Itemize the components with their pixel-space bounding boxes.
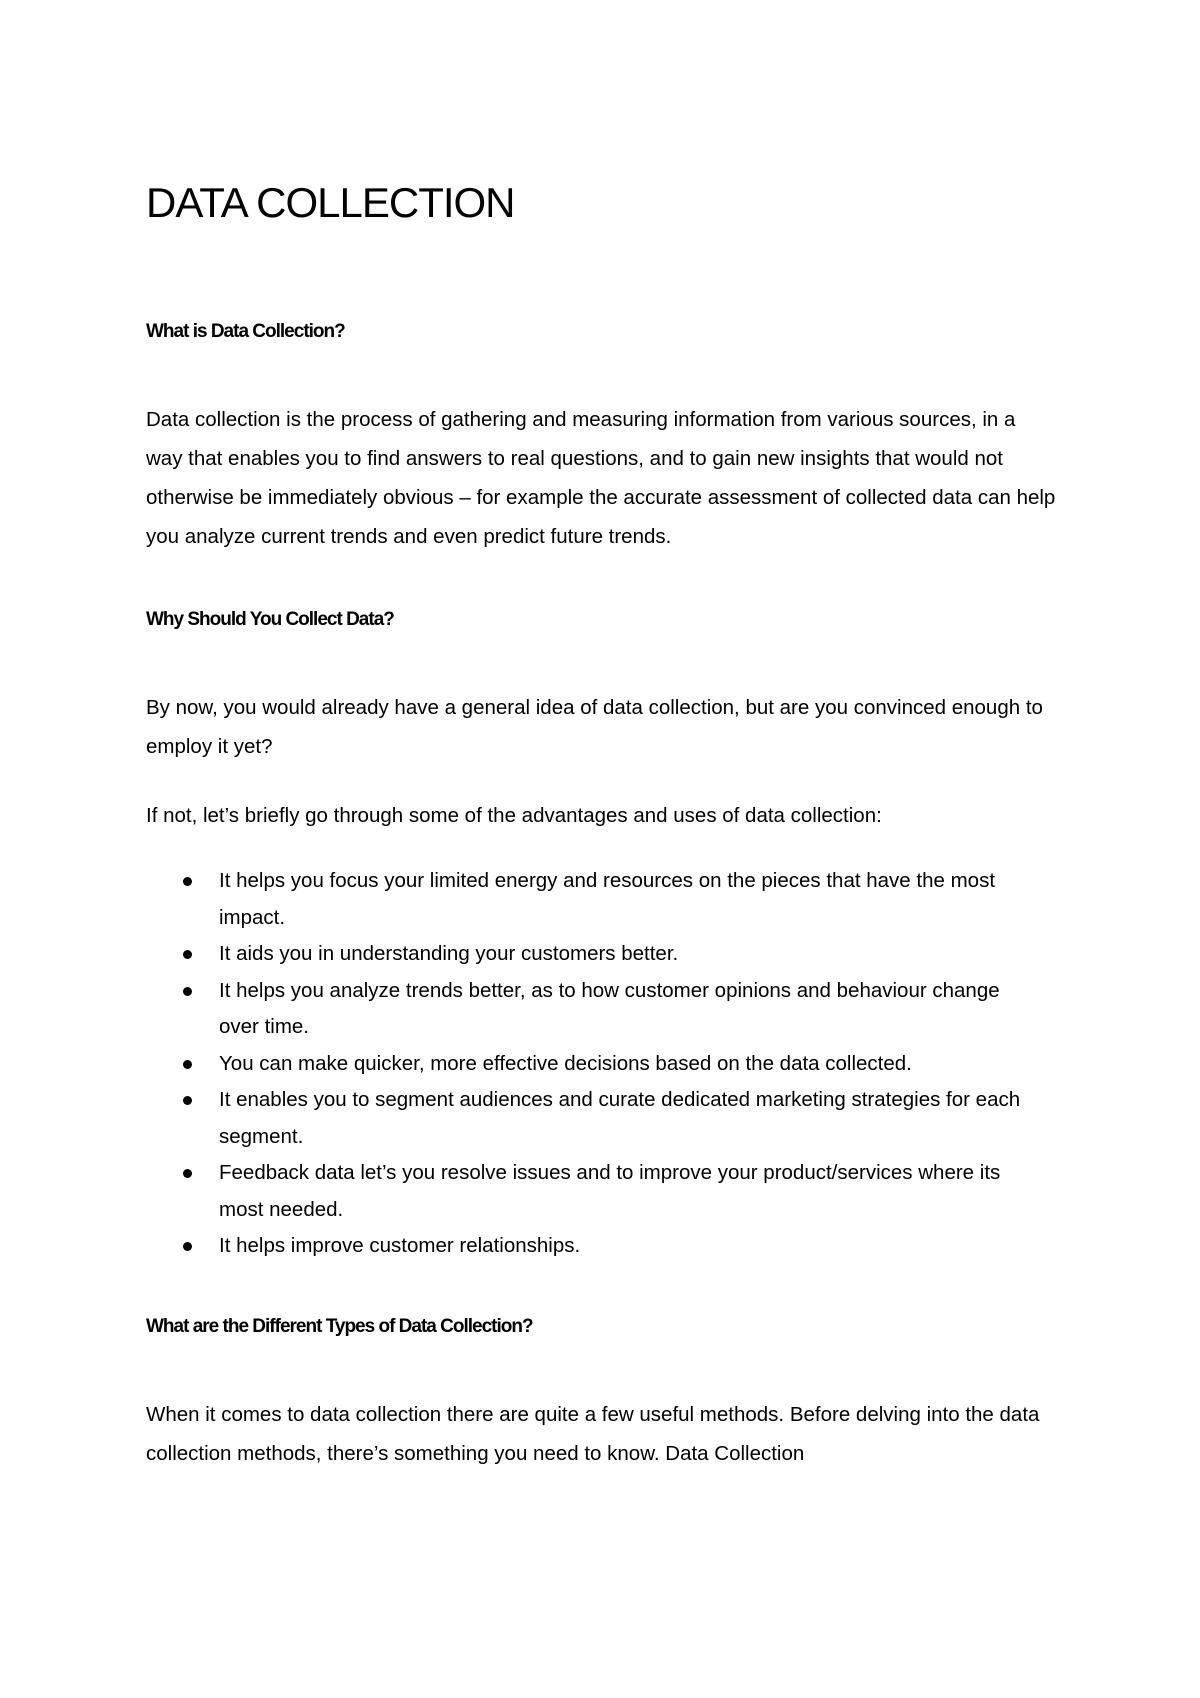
bullet-icon xyxy=(183,1060,192,1069)
bullet-icon xyxy=(183,1096,192,1105)
bullet-icon xyxy=(183,1242,192,1251)
list-item xyxy=(219,1046,1056,1083)
list-item-text: Feedback data let’s you resolve issues and to improve your product/services where its most needed. xyxy=(219,1161,1001,1221)
list-item xyxy=(219,863,1056,936)
list-item-text: You can make quicker, more effective decisions based on the data collected. xyxy=(219,1051,912,1075)
section-heading-why-collect: Why Should You Collect Data? xyxy=(146,609,394,631)
list-item xyxy=(219,1155,1056,1228)
paragraph-methods: When it comes to data collection there are quite a few useful methods. Before delving into the data collection methods, there’s something you need to know. Data Collection xyxy=(146,1402,1040,1465)
list-item-text: It aids you in understanding your customers better. xyxy=(219,942,679,966)
bullet-icon xyxy=(183,950,192,959)
list-item-text: It helps you focus your limited energy and resources on the pieces that have the most impact. xyxy=(219,869,996,929)
section-heading-types: What are the Different Types of Data Collection? xyxy=(146,1315,533,1337)
document-body xyxy=(146,178,1056,1473)
list-item-text: It helps you analyze trends better, as to how customer opinions and behaviour change over time. xyxy=(219,978,1000,1039)
paragraph-convinced: By now, you would already have a general idea of data collection, but are you convinced enough to employ it yet? xyxy=(146,696,1043,759)
paragraph-definition: Data collection is the process of gathering and measuring information from various sources, in a way that enables you to find answers to real questions, and to gain new insights that would not otherwise be immediately obvious – for example the accurate assessment of collected data can help you analyze current trends and even predict future trends. xyxy=(146,408,1056,549)
section-heading-what-is: What is Data Collection? xyxy=(146,321,345,343)
list-item-text: It enables you to segment audiences and curate dedicated marketing strategies for each segment. xyxy=(219,1088,1021,1148)
bullet-icon xyxy=(183,987,192,996)
list-item xyxy=(219,1082,1056,1155)
list-item-text: It helps improve customer relationships. xyxy=(219,1234,581,1258)
paragraph-advantages-intro: If not, let’s briefly go through some of the advantages and uses of data collection: xyxy=(146,804,882,828)
list-item xyxy=(219,973,1056,1046)
list-item xyxy=(219,936,1056,973)
document-title: DATA COLLECTION xyxy=(146,179,515,226)
list-item xyxy=(219,1228,1056,1265)
advantages-list xyxy=(146,863,1056,1265)
bullet-icon xyxy=(183,877,192,886)
bullet-icon xyxy=(183,1169,192,1178)
